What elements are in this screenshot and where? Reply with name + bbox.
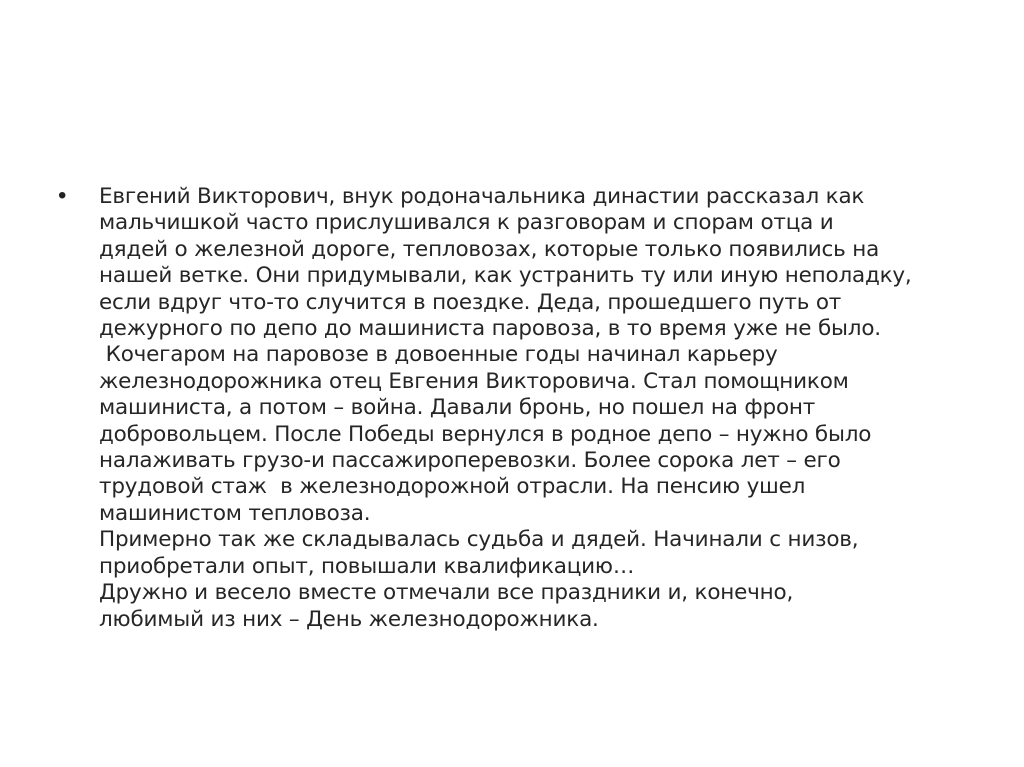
- bullet-marker: •: [58, 182, 67, 209]
- text-line: машиниста, а потом – война. Давали бронь, но пошел на фронт: [99, 395, 816, 421]
- text-line: дежурного по депо до машиниста паровоза, в то время уже не было.: [99, 316, 881, 342]
- text-line: железнодорожника отец Евгения Викторовича. Стал помощником: [99, 368, 849, 394]
- text-line: Евгений Викторович, внук родоначальника династии рассказал как: [99, 184, 865, 209]
- text-line: дядей о железной дороге, тепловозах, которые только появились на: [99, 236, 880, 262]
- text-line: добровольцем. После Победы вернулся в родное депо – нужно было: [99, 421, 872, 447]
- text-line: машинистом тепловоза.: [99, 500, 371, 526]
- text-line: любимый из них – День железнодорожника.: [99, 606, 599, 632]
- text-line: нашей ветке. Они придумывали, как устранить ту или иную неполадку,: [99, 263, 912, 289]
- text-line: если вдруг что-то случится в поездке. Деда, прошедшего путь от: [99, 289, 842, 315]
- text-line: мальчишкой часто прислушивался к разговорам и спорам отца и: [99, 210, 834, 236]
- text-line: Дружно и весело вместе отмечали все праздники и, конечно,: [99, 580, 794, 606]
- body-text: [99, 184, 979, 633]
- text-line: Кочегаром на паровозе в довоенные годы начинал карьеру: [99, 342, 778, 368]
- text-line: Примерно так же складывалась судьба и дядей. Начинали с низов,: [99, 527, 859, 553]
- text-line: налаживать грузо-и пассажироперевозки. Более сорока лет – его: [99, 448, 841, 474]
- text-line: трудовой стаж в железнодорожной отрасли. На пенсию ушел: [99, 474, 806, 500]
- text-line: приобретали опыт, повышали квалификацию…: [99, 553, 635, 579]
